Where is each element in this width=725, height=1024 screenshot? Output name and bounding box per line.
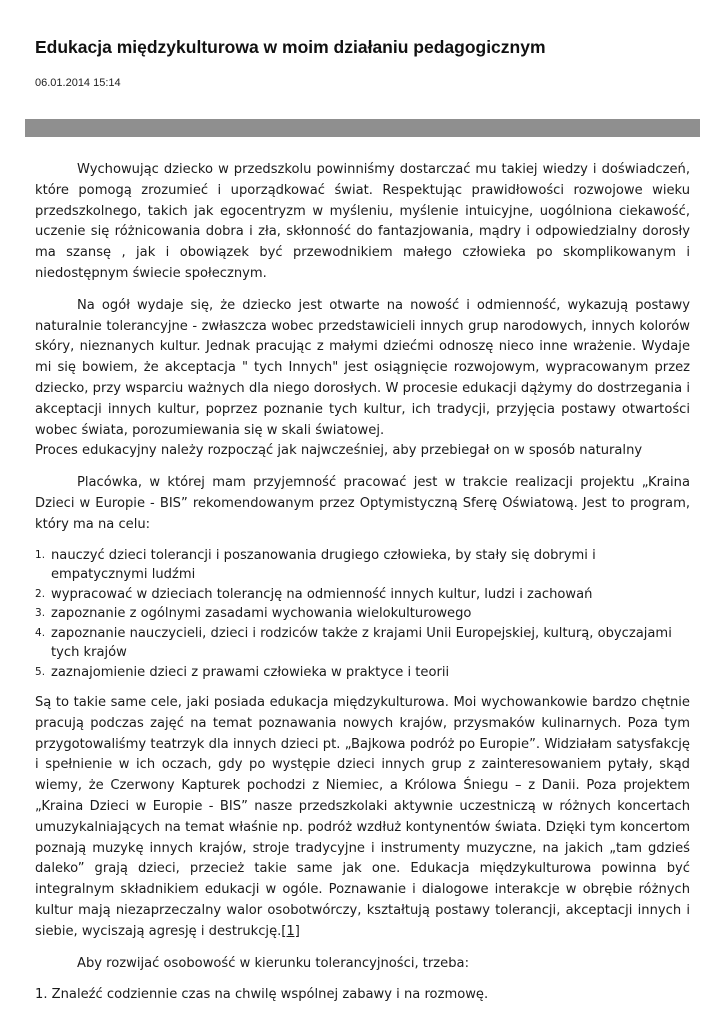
list-item: nauczyć dzieci tolerancji i poszanowania drugiego człowieka, by stały się dobrymi i empatycznymi ludźmi xyxy=(51,547,596,583)
paragraph-3: Placówka, w której mam przyjemność pracować jest w trakcie realizacji projektu „Kraina Dzieci w Europie - BIS” rekomendowanym przez Optymistyczną Sferę Oświatową. Jest to program, który ma na celu: xyxy=(35,475,690,532)
list-item: zapoznanie z ogólnymi zasadami wychowania wielokulturowego xyxy=(51,606,472,622)
paragraph-2b: Proces edukacyjny należy rozpocząć jak najwcześniej, aby przebiegał on w sposób naturalny xyxy=(35,443,643,459)
footnote-link[interactable]: [1] xyxy=(281,923,300,939)
list-item: zaznajomienie dzieci z prawami człowieka w praktyce i teorii xyxy=(51,664,450,680)
header-divider-bar xyxy=(25,119,700,137)
page-title: Edukacja międzykulturowa w moim działaniu pedagogicznym xyxy=(35,37,546,57)
goals-list xyxy=(35,546,690,683)
list-item: zapoznanie nauczycieli, dzieci i rodziców także z krajami Unii Europejskiej, kulturą, obyczajami tych krajów xyxy=(51,625,672,661)
paragraph-4 xyxy=(35,693,690,943)
paragraph-4-text: Są to takie same cele, jaki posiada edukacja międzykulturowa. Moi wychowankowie bardzo chętnie pracują podczas zajęć na temat poznawania nowych krajów, przysmaków kulinarnych. Poza tym przygotowaliśmy teatrzyk dla innych dzieci pt. „Bajkowa podróż po Europie”. Widziałam satysfakcję i spełnienie w ich oczach, gdy po występie dzieci innych grup z zainteresowaniem pytały, skąd wiemy, że Czerwony Kapturek pochodzi z Niemiec, a Królowa Śniegu – z Danii. Poza projektem „Kraina Dzieci w Europie - BIS” nasze przedszkolaki aktywnie uczestniczą w różnych koncertach umuzykalniających na temat właśnie np. podróż wzdłuż kontynentów świata. Dzięki tym koncertom poznają muzykę innych krajów, stroje tradycyjne i instrumenty muzyczne, na jakich „tam gdzieś daleko” grają dzieci, przecież takie same jak one. Edukacja międzykulturowa powinna być integralnym składnikiem edukacji w ogóle. Poznawanie i dialogowe interakcje w obrębie różnych kultur mają niezaprzeczalny walor osobotwórczy, kształtują postawy tolerancji, akceptacji innych i siebie, wyciszają agresję i destrukcję. xyxy=(35,695,690,939)
paragraph-6: 1. Znaleźć codziennie czas na chwilę wspólnej zabawy i na rozmowę. xyxy=(35,987,489,1003)
publish-date: 06.01.2014 15:14 xyxy=(35,77,121,89)
article-body xyxy=(35,160,690,1006)
list-item: wypracować w dzieciach tolerancję na odmienność innych kultur, ludzi i zachowań xyxy=(51,586,593,602)
paragraph-1: Wychowując dziecko w przedszkolu powinniśmy dostarczać mu takiej wiedzy i doświadczeń, które pomogą zrozumieć i uporządkować świat. Respektując prawidłowości rozwojowe wieku przedszkolnego, takich jak egocentryzm w myśleniu, myślenie intuicyjne, uogólniona ciekawość, uczenie się różnicowania dobra i zła, skłonność do fantazjowania, mądry i odpowiedzialny dorosły ma szansę , jak i obowiązek być przewodnikiem małego człowieka po skomplikowanym i niedostępnym świecie społecznym. xyxy=(35,162,690,281)
paragraph-2: Na ogół wydaje się, że dziecko jest otwarte na nowość i odmienność, wykazują postawy naturalnie tolerancyjne - zwłaszcza wobec przedstawicieli innych grup narodowych, innych kolorów skóry, nieznanych kultur. Jednak pracując z małymi dziećmi odnoszę nieco inne wrażenie. Wydaje mi się bowiem, że akceptacja " tych Innych" jest osiągnięcie rozwojowym, wypracowanym przez dziecko, przy wsparciu ważnych dla niego dorosłych. W procesie edukacji dążymy do dostrzegania i akceptacji innych kultur, poprzez poznanie tych kultur, ich tradycji, przyjęcia postawy otwartości wobec świata, porozumiewania się w skali światowej. xyxy=(35,297,690,438)
paragraph-5: Aby rozwijać osobowość w kierunku tolerancyjności, trzeba: xyxy=(77,955,469,971)
